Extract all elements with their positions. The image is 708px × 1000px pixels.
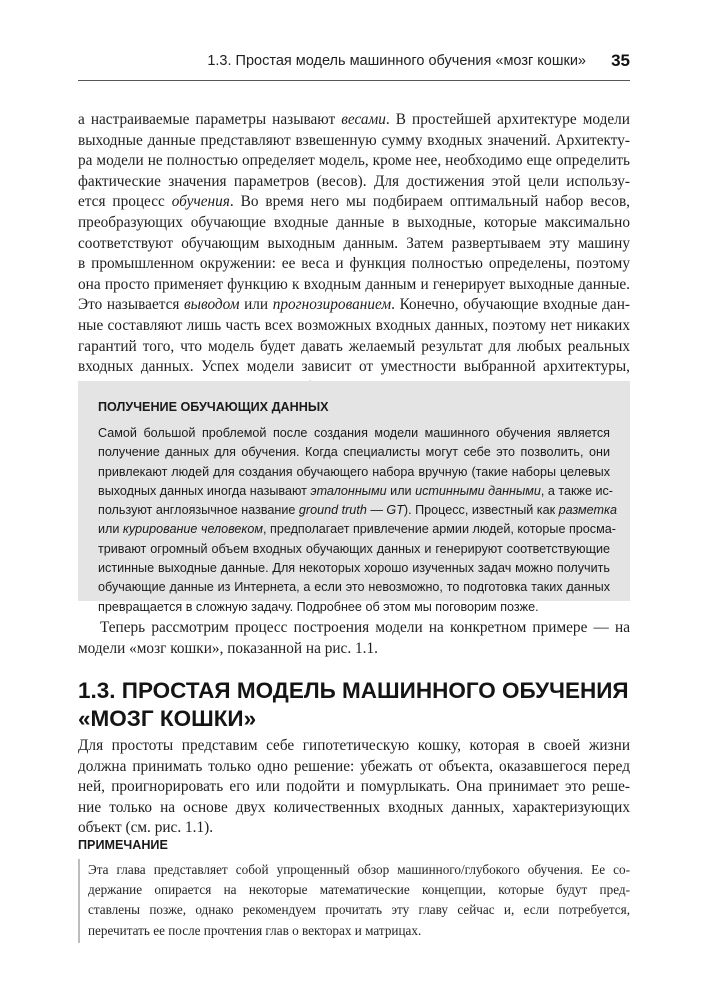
sidebar-body (98, 424, 617, 617)
header-rule (78, 80, 630, 81)
text-line: выходных данных иногда называют эталонными или истинными данными, а также ис- (98, 483, 613, 498)
sidebar-title: ПОЛУЧЕНИЕ ОБУЧАЮЩИХ ДАННЫХ (98, 400, 329, 414)
text-line: пользуют англоязычное название ground truth — GT). Процесс, известный как разметка (98, 503, 617, 518)
text-line: ется процесс обучения. Во время него мы подбираем оптимальный набор весов, (78, 193, 630, 211)
italic-term: прогнозированием (272, 296, 392, 314)
note-body (88, 860, 630, 941)
text-line: ней, проигнорировать его или подойти и помурлыкать. Она принимает это реше- (78, 778, 630, 796)
italic-term: эталонными (310, 483, 387, 498)
text-line: гарантий того, что модель будет давать желаемый результат для любых реальных (78, 337, 630, 355)
text-line: должна принимать только одно решение: убежать от объекта, оказавшегося перед (78, 757, 630, 775)
text-line: Самой большой проблемой после создания модели машинного обучения является (98, 426, 610, 440)
italic-term: курирование человеком (122, 522, 264, 537)
italic-term: разметка (558, 503, 617, 518)
section-heading-line-1: 1.3. ПРОСТАЯ МОДЕЛЬ МАШИННОГО ОБУЧЕНИЯ (78, 678, 629, 703)
text-line: соответствуют обучающим выходным данным. Затем развертываем эту машину (78, 234, 630, 252)
page-number: 35 (611, 51, 630, 70)
text-line: в промышленном окружении: ее веса и функция полностью определены, поэтому (78, 255, 630, 273)
body-paragraph-2 (78, 618, 630, 659)
text-line: ставлены позже, однако рекомендуем прочитать эту главу сейчас и, если потребуется, (88, 902, 630, 918)
body-paragraph-3 (78, 736, 630, 839)
text-line: обучающие данные из Интернета, а если это невозможно, то подготовка таких данных (98, 580, 610, 595)
text-line: объект (см. рис. 1.1). (78, 819, 214, 837)
text-line: ные составляют лишь часть всех возможных входных данных, поэтому нет никаких (78, 316, 630, 334)
text-line: Эта глава представляет собой упрощенный обзор машинного/глубокого обучения. Ее со- (88, 862, 630, 877)
body-paragraph-1 (78, 110, 630, 398)
italic-term: весами (341, 111, 386, 128)
text-line: Теперь рассмотрим процесс построения модели на конкретном примере — на (100, 619, 630, 636)
text-line: преобразующих обучающие входные данные в выходные, которые максимально (78, 213, 630, 231)
text-line: Для простоты представим себе гипотетическую кошку, которая в своей жизни (78, 737, 630, 754)
text-line: модели «мозг кошки», показанной на рис. 1.1. (78, 639, 378, 657)
text-line: фактические значения параметров (весов). Для достижения этой цели использу- (78, 172, 630, 190)
text-line: тривают огромный объем входных обучающих данных и генерируют соответствующие (98, 541, 610, 556)
text-line: держание опирается на некоторые математические концепции, которые будут пред- (88, 882, 630, 898)
text-line: ра модели не полностью определяет модель, кроме нее, необходимо еще определить (78, 152, 630, 170)
italic-term: выводом (184, 296, 240, 314)
text-line: Это называется выводом или прогнозированием. Конечно, обучающие входные дан- (78, 296, 630, 314)
text-line: она просто применяет функцию к входным данным и генерирует выходные данные. (78, 275, 630, 293)
text-line: входных данных. Успех модели зависит от уместности выбранной архитектуры, (78, 358, 630, 376)
text-line: или курирование человеком, предполагает привлечение армии людей, которые просма- (98, 522, 616, 537)
section-heading-line-2: «МОЗГ КОШКИ» (78, 706, 257, 731)
text-line: выходные данные представляют взвешенную сумму входных значений. Архитекту- (78, 131, 630, 149)
note-accent-bar (78, 859, 80, 943)
text-line: ние только на основе двух количественных входных данных, характеризующих (78, 798, 630, 816)
italic-term: истинными данными (415, 483, 541, 498)
section-heading (78, 677, 638, 733)
text-line: привлекают людей для создания обучающего набора вручную (такие наборы целевых (98, 464, 610, 479)
text-line: а настраиваемые параметры называют весами. В простейшей архитектуре модели (78, 111, 630, 128)
sidebar-box (78, 381, 630, 614)
italic-term: ground truth — GT (298, 503, 404, 518)
text-line: истинные выходные данные. Для некоторых хорошо изученных задач можно получить (98, 561, 610, 576)
running-title: 1.3. Простая модель машинного обучения «мозг кошки» (207, 53, 586, 69)
text-line: перечитать ее после прочтения глав о векторах и матрицах. (88, 922, 422, 938)
running-header (78, 53, 630, 73)
note-label: ПРИМЕЧАНИЕ (78, 838, 168, 852)
text-line: превращается в сложную задачу. Подробнее об этом мы поговорим позже. (98, 599, 539, 614)
text-line: получение данных для обучения. Когда специалисты могут себе это позволить, они (98, 445, 610, 460)
italic-term: обучения (171, 193, 230, 211)
